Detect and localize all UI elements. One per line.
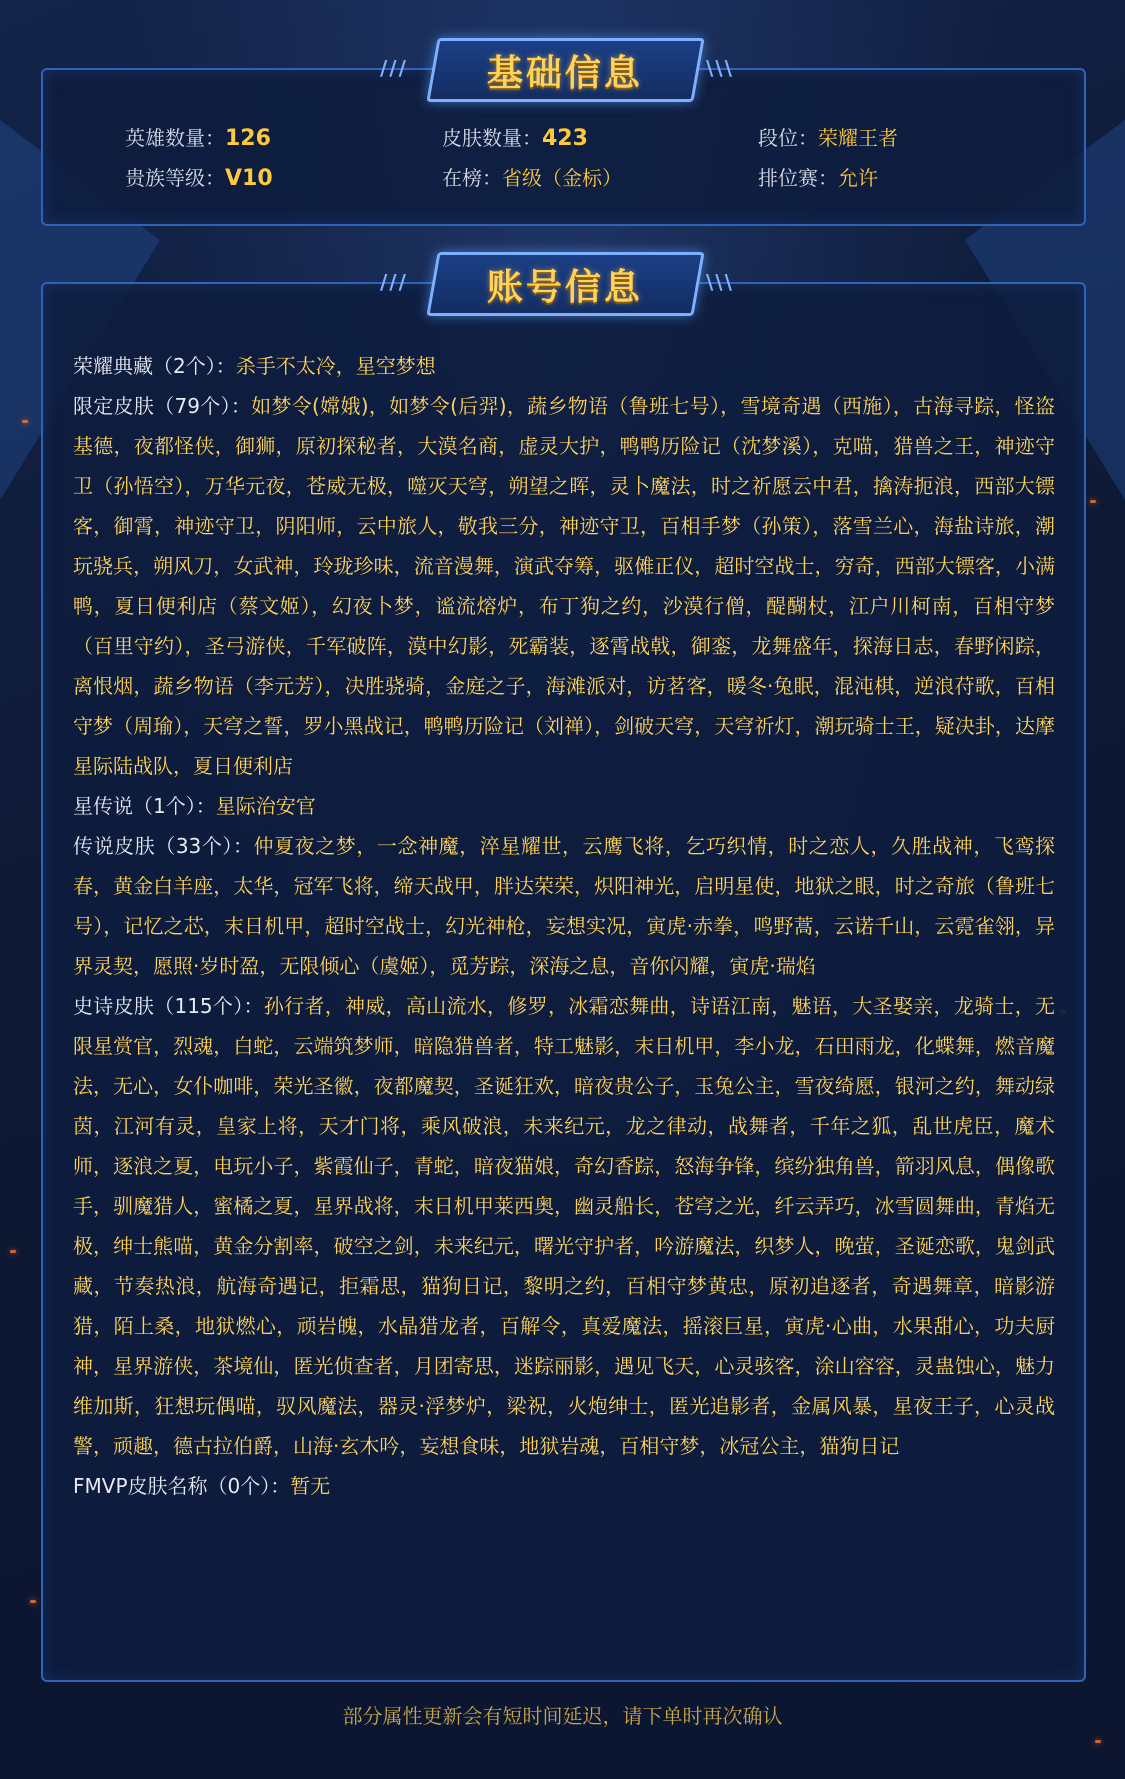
- ember-particle: [1095, 1740, 1101, 1743]
- banner-decor-right: \\\: [706, 270, 734, 294]
- footer-notice: 部分属性更新会有短时间延迟，请下单时再次确认: [342, 1704, 783, 1728]
- basic-info-title: 基础信息: [487, 52, 644, 94]
- ember-particle: [22, 420, 28, 423]
- ember-particle: [1090, 500, 1096, 503]
- ember-particle: [10, 1250, 16, 1253]
- section-star-legend: 星传说（1个）：星际治安官: [73, 794, 316, 818]
- account-info-title: 账号信息: [487, 266, 644, 308]
- section-honor-collection: 荣耀典藏（2个）：杀手不太冷，星空梦想: [73, 354, 436, 378]
- section-fmvp-skins: FMVP皮肤名称（0个）：暂无: [73, 1474, 331, 1498]
- stat-rank: 段位：荣耀王者: [758, 126, 898, 150]
- banner-decor-right: \\\: [706, 56, 734, 80]
- stat-skin-count: 皮肤数量：423: [442, 126, 588, 151]
- stat-leaderboard: 在榜：省级（金标）: [442, 166, 622, 190]
- banner-decor-left: ///: [380, 56, 408, 80]
- account-content: [73, 346, 1055, 1506]
- section-epic-skins: 史诗皮肤（115个）：孙行者，神威，高山流水，修罗，冰霜恋舞曲，诗语江南，魅语，大圣娶亲，龙骑士，无限星赏官，烈魂，白蛇，云端筑梦师，暗隐猎兽者，特工魅影，末日机甲，李小龙，石田雨龙，化蝶舞，燃音魔法，无心，女仆咖啡，荣光圣徽，夜都魔契，圣诞狂欢，暗夜贵公子，玉兔公主，雪夜绮愿，银河之约，舞动绿茵，江河有灵，皇家上将，天才门将，乘风破浪，未来纪元，龙之律动，战舞者，千年之狐，乱世虎臣，魔术师，逐浪之夏，电玩小子，紫霞仙子，青蛇，暗夜猫娘，奇幻香踪，怒海争锋，缤纷独角兽，箭羽风息，偶像歌手，驯魔猎人，蜜橘之夏，星界战将，末日机甲莱西奥，幽灵船长，苍穹之光，纤云弄巧，冰雪圆舞曲，青焰无极，绅士熊喵，黄金分割率，破空之剑，未来纪元，曙光守护者，吟游魔法，织梦人，晚萤，圣诞恋歌，鬼剑武藏，节奏热浪，航海奇遇记，拒霜思，猫狗日记，黎明之约，百相守梦黄忠，原初追逐者，奇遇舞章，暗影游猎，陌上桑，地狱燃心，顽岩魄，水晶猎龙者，百解令，真爱魔法，摇滚巨星，寅虎·心曲，水果甜心，功夫厨神，星界游侠，茶境仙，匿光侦查者，月团寄思，迷踪丽影，遇见飞天，心灵骇客，涂山容容，灵蛊蚀心，魅力维加斯，狂想玩偶喵，驭风魔法，器灵·浮梦炉，梁祝，火炮绅士，匿光追影者，金属风暴，星夜王子，心灵战警，顽趣，德古拉伯爵，山海·玄木吟，妄想食味，地狱岩魂，百相守梦，冰冠公主，猫狗日记: [73, 994, 1055, 1458]
- section-limited-skins: 限定皮肤（79个）：如梦令(嫦娥)，如梦令(后羿)，蔬乡物语（鲁班七号），雪境奇遇（西施），古海寻踪，怪盗基德，夜都怪侠，御狮，原初探秘者，大漠名商，虚灵大护，鸭鸭历险记（沈梦溪），克喵，猎兽之王，神迹守卫（孙悟空），万华元夜，苍威无极，噬灭天穹，朔望之晖，灵卜魔法，时之祈愿云中君，擒涛扼浪，西部大镖客，御霄，神迹守卫，阴阳师，云中旅人，敬我三分，神迹守卫，百相手梦（孙策），落雪兰心，海盐诗旅，潮玩骁兵，朔风刀，女武神，玲珑珍味，流音漫舞，演武夺筹，驱傩正仪，超时空战士，穷奇，西部大镖客，小满鸭，夏日便利店（蔡文姬），幻夜卜梦，谧流熔炉，布丁狗之约，沙漠行僧，醍醐杖，江户川柯南，百相守梦（百里守约），圣弓游侠，千军破阵，漠中幻影，死霸装，逐霄战戟，御銮，龙舞盛年，探海日志，春野闲踪，离恨烟，蔬乡物语（李元芳），决胜骁骑，金庭之子，海滩派对，访茗客，暖冬·兔眠，混沌棋，逆浪苻歌，百相守梦（周瑜），天穹之誓，罗小黑战记，鸭鸭历险记（刘禅），剑破天穹，天穹祈灯，潮玩骑士王，疑决卦，达摩星际陆战队，夏日便利店: [73, 394, 1055, 778]
- stat-noble-level: 贵族等级：V10: [125, 166, 273, 191]
- basic-info-banner: [426, 38, 704, 102]
- stat-hero-count: 英雄数量：126: [125, 126, 271, 151]
- account-info-panel: [41, 282, 1086, 1682]
- stat-ranked-match: 排位赛：允许: [758, 166, 878, 190]
- ember-particle: [30, 1600, 36, 1603]
- banner-decor-left: ///: [380, 270, 408, 294]
- account-info-banner: [426, 252, 704, 316]
- section-legend-skins: 传说皮肤（33个）：仲夏夜之梦，一念神魔，淬星耀世，云鹰飞将，乞巧织情，时之恋人，久胜战神，飞鸾探春，黄金白羊座，太华，冠军飞将，缔天战甲，胖达荣荣，炽阳神光，启明星使，地狱之眼，时之奇旅（鲁班七号），记忆之芯，末日机甲，超时空战士，幻光神枪，妄想实况，寅虎·赤拳，鸣野蒿，云诺千山，云霓雀翎，异界灵契，愿照·岁时盈，无限倾心（虞姬），觅芳踪，深海之息，音你闪耀，寅虎·瑞焰: [73, 834, 1056, 978]
